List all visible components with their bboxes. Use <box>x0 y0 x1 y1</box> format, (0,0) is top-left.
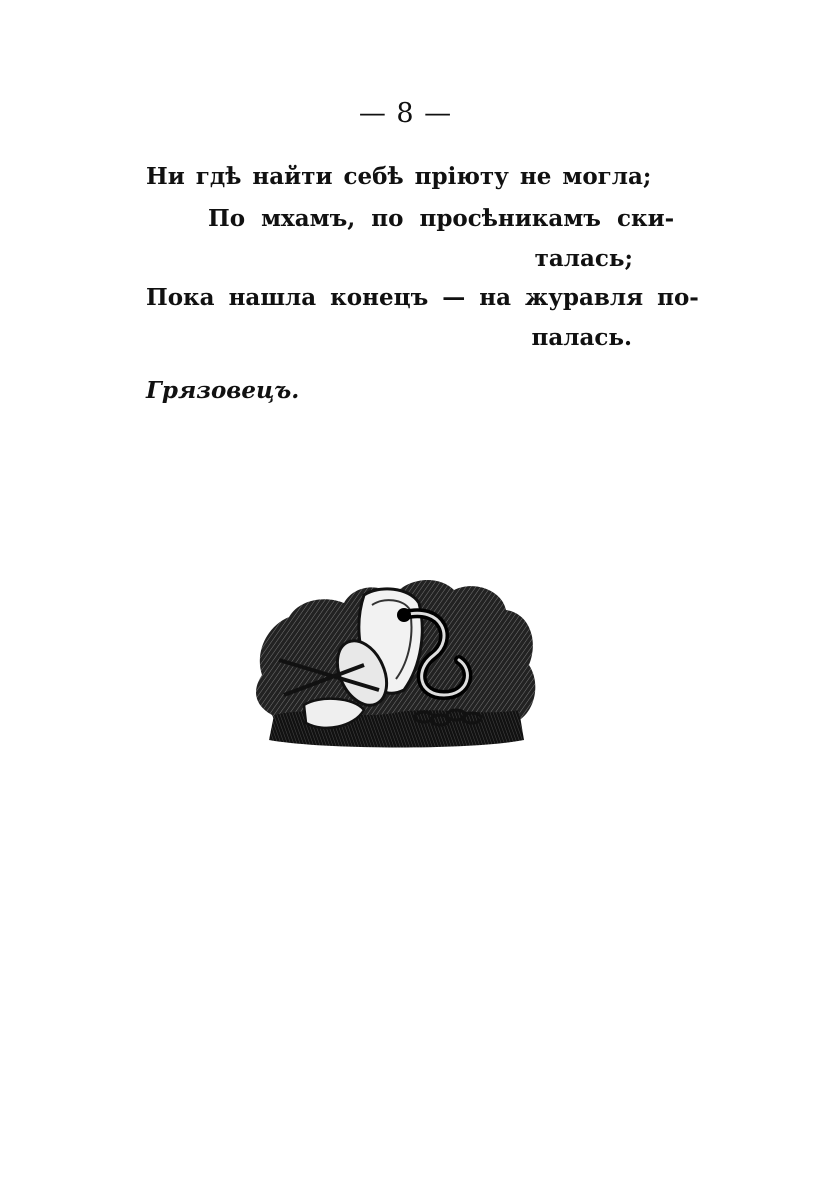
poem-line-1: Ни гдѣ найти себѣ пріюту не могла; <box>146 163 652 190</box>
poem-line-3: талась; <box>534 245 633 272</box>
poem-line-4: Пока нашла конецъ — на журавля по- <box>146 284 699 311</box>
page-number: — 8 — <box>358 98 453 129</box>
signature: Грязовецъ. <box>146 377 300 404</box>
vignette-ornament-icon <box>244 555 544 755</box>
poem-line-5: палась. <box>531 324 632 351</box>
poem-line-2: По мхамъ, по просѣникамъ ски- <box>208 205 675 232</box>
